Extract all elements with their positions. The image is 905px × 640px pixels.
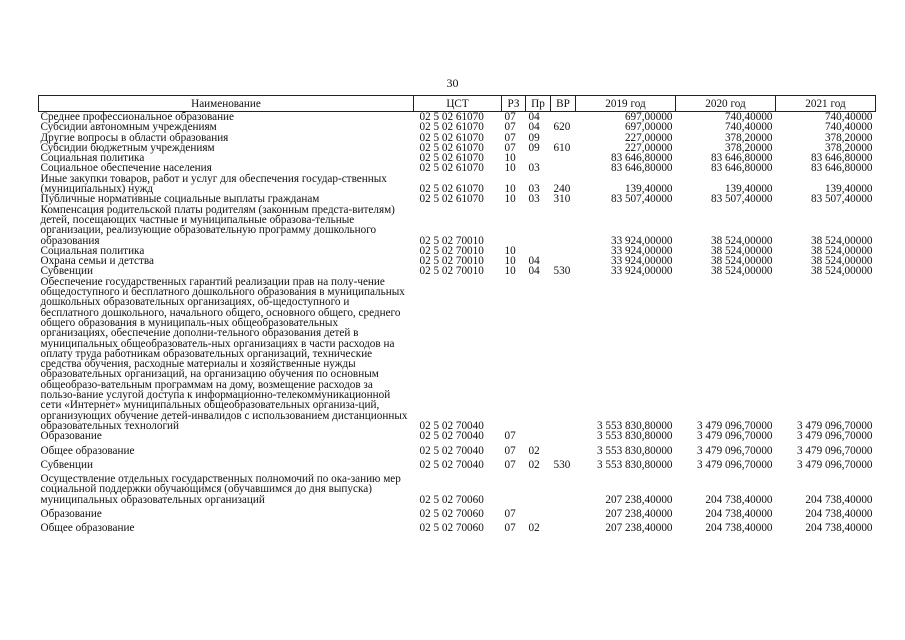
cell-pr xyxy=(526,205,551,246)
cell-2019: 33 924,00000 xyxy=(610,244,673,257)
cell-2020: 204 738,40000 xyxy=(705,493,773,506)
cell-rz: 07 xyxy=(504,507,516,520)
cell-cst: 02 5 02 70060 xyxy=(419,493,484,506)
cell-rz: 10 xyxy=(504,265,516,278)
cell-pr: 04 xyxy=(528,265,540,278)
cell-pr: 04 xyxy=(528,111,540,123)
cell-cst: 02 5 02 70040 xyxy=(419,458,484,471)
cell-vr xyxy=(551,442,576,456)
cell-2019: 3 553 830,80000 xyxy=(596,430,673,443)
table-header xyxy=(39,96,876,112)
cell-vr xyxy=(551,153,576,163)
cell-cst: 02 5 02 70040 xyxy=(419,430,484,443)
cell-pr: 02 xyxy=(528,444,540,457)
cell-pr: 04 xyxy=(528,121,540,134)
cell-vr: 240 xyxy=(553,183,571,196)
cell-2020: 204 738,40000 xyxy=(705,507,773,520)
cell-2020: 38 524,00000 xyxy=(710,255,773,268)
cell-2019: 3 553 830,80000 xyxy=(596,458,673,471)
cell-rz: 10 xyxy=(504,244,516,257)
cell-cst: 02 5 02 61070 xyxy=(419,162,484,175)
cell-2020: 83 646,80000 xyxy=(710,162,773,175)
cell-name: Другие вопросы в области образования xyxy=(40,131,229,144)
cell-rz: 07 xyxy=(504,121,516,134)
cell-pr: 03 xyxy=(528,162,540,175)
cell-vr xyxy=(551,205,576,246)
cell-2020: 3 479 096,70000 xyxy=(696,419,773,432)
cell-pr: 09 xyxy=(528,141,540,154)
cell-name: Иные закупки товаров, работ и услуг для обеспечения государ-ственных (муниципальных) нужд xyxy=(40,172,387,196)
cell-pr: 04 xyxy=(528,255,540,268)
cell-name: Публичные нормативные социальные выплаты гражданам xyxy=(40,193,320,206)
cell-pr: 03 xyxy=(528,193,540,206)
cell-name: Социальная политика xyxy=(40,244,145,257)
cell-cst: 02 5 02 70060 xyxy=(419,522,484,535)
cell-name: Субсидии автономным учреждениям xyxy=(40,121,217,134)
cell-rz: 10 xyxy=(504,183,516,196)
cell-name: Образование xyxy=(40,507,102,520)
cell-name: Общее образование xyxy=(40,444,135,457)
cell-vr xyxy=(551,277,576,431)
cell-pr xyxy=(526,431,551,441)
cell-name: Среднее профессиональное образование xyxy=(40,111,235,123)
cell-name: Обеспечение государственных гарантий реализации прав на полу-чение общедоступного и бесплатного дошкольного образования в муниципальных дошкольных образовательных организациях, об-щедоступного и бесплатного дошкольного, начального общего, основного общего, среднего общего образования в муниципаль-ных общеобразовательных организациях, обеспечение дополни-тельного образования детей в муниципальных общеобразователь-ных организациях в части расходов на оплату труда работникам образовательных организаций, технические средства обучения, расходные материалы и хозяйственные нужды образовательных организаций, на организацию обучения по основным общеобразо-вательным программам на дому, возмещение расходов за пользо-вание услугой доступа к информационно-телекоммуникационной сети «Интернет» муниципальных общеобразовательных организа-ций, организующих обучение детей-инвалидов с использованием дистанционных образовательных технологий xyxy=(40,275,408,432)
cell-vr: 610 xyxy=(553,141,571,154)
cell-rz: 07 xyxy=(504,141,516,154)
cell-rz: 07 xyxy=(504,430,516,443)
cell-vr xyxy=(551,519,576,533)
cell-pr: 02 xyxy=(528,458,540,471)
cell-cst: 02 5 02 70040 xyxy=(419,419,484,432)
cell-cst: 02 5 02 61070 xyxy=(419,152,484,165)
cell-2021: 83 507,40000 xyxy=(810,193,873,206)
cell-cst: 02 5 02 70010 xyxy=(419,255,484,268)
cell-pr: 02 xyxy=(528,522,540,535)
cell-2020: 740,40000 xyxy=(724,111,773,123)
cell-rz xyxy=(502,470,526,505)
cell-cst: 02 5 02 61070 xyxy=(419,183,484,196)
cell-2019: 697,00000 xyxy=(624,111,673,123)
cell-pr: 09 xyxy=(528,131,540,144)
header-2020: 2020 год xyxy=(676,96,776,112)
cell-name: Субсидии бюджетным учреждениям xyxy=(40,141,215,154)
cell-2019: 227,00000 xyxy=(624,141,673,154)
cell-vr: 310 xyxy=(553,193,571,206)
cell-cst: 02 5 02 61070 xyxy=(419,193,484,206)
header-2019: 2019 год xyxy=(576,96,676,112)
cell-vr xyxy=(551,470,576,505)
table-row xyxy=(39,431,876,441)
cell-cst: 02 5 02 70010 xyxy=(419,234,484,247)
cell-2021: 204 738,40000 xyxy=(805,507,873,520)
cell-2021: 83 646,80000 xyxy=(810,152,873,165)
cell-2021: 38 524,00000 xyxy=(810,234,873,247)
header-pr: Пр xyxy=(526,96,551,112)
cell-rz: 07 xyxy=(504,522,516,535)
cell-rz: 10 xyxy=(504,152,516,165)
cell-2020: 378,20000 xyxy=(724,141,773,154)
cell-cst: 02 5 02 70010 xyxy=(419,244,484,257)
cell-cst: 02 5 02 61070 xyxy=(419,121,484,134)
cell-vr xyxy=(551,505,576,519)
cell-2020: 3 479 096,70000 xyxy=(696,444,773,457)
cell-2021: 740,40000 xyxy=(824,121,873,134)
cell-2020: 139,40000 xyxy=(724,183,773,196)
cell-rz: 10 xyxy=(504,162,516,175)
cell-cst: 02 5 02 61070 xyxy=(419,131,484,144)
cell-rz: 07 xyxy=(504,131,516,144)
cell-2021: 83 646,80000 xyxy=(810,162,873,175)
cell-2021: 38 524,00000 xyxy=(810,255,873,268)
cell-2021: 204 738,40000 xyxy=(805,522,873,535)
cell-2019: 33 924,00000 xyxy=(610,265,673,278)
cell-2019: 3 553 830,80000 xyxy=(596,444,673,457)
cell-vr xyxy=(551,163,576,173)
cell-cst: 02 5 02 61070 xyxy=(419,111,484,123)
header-cst: ЦСТ xyxy=(414,96,502,112)
table-row xyxy=(39,470,876,505)
cell-cst: 02 5 02 70060 xyxy=(419,507,484,520)
cell-pr xyxy=(526,505,551,519)
cell-rz: 07 xyxy=(504,458,516,471)
cell-2019: 697,00000 xyxy=(624,121,673,134)
cell-2019: 207 238,40000 xyxy=(605,522,673,535)
cell-2021: 3 479 096,70000 xyxy=(796,458,873,471)
cell-2019: 83 646,80000 xyxy=(610,162,673,175)
cell-name: Общее образование xyxy=(40,522,135,535)
cell-name: Осуществление отдельных государственных полномочий по ока-занию мер социальной поддержки обучающимся (обучавшимся до дня выпуска) муниципальных образовательных организаций xyxy=(40,473,401,506)
cell-2019: 83 646,80000 xyxy=(610,152,673,165)
cell-pr: 03 xyxy=(528,183,540,196)
cell-name: Компенсация родительской платы родителям (законным предста-вителям) детей, посещающих частные и муниципальные образова-тельные организации, реализующие образовательную программу дошкольного образования xyxy=(40,203,395,247)
cell-2021: 3 479 096,70000 xyxy=(796,419,873,432)
cell-2020: 740,40000 xyxy=(724,121,773,134)
cell-vr xyxy=(551,431,576,441)
cell-vr: 530 xyxy=(553,458,571,471)
cell-name: Социальное обеспечение населения xyxy=(40,162,212,175)
cell-2020: 3 479 096,70000 xyxy=(696,430,773,443)
header-name: Наименование xyxy=(39,96,414,112)
header-2021: 2021 год xyxy=(776,96,876,112)
cell-name: Образование xyxy=(40,430,102,443)
cell-2019: 227,00000 xyxy=(624,131,673,144)
cell-cst: 02 5 02 61070 xyxy=(419,141,484,154)
cell-2020: 38 524,00000 xyxy=(710,234,773,247)
cell-2021: 378,20000 xyxy=(824,141,873,154)
cell-name: Субвенции xyxy=(40,458,93,471)
cell-rz xyxy=(502,277,526,431)
cell-2020: 3 479 096,70000 xyxy=(696,458,773,471)
cell-vr xyxy=(551,246,576,256)
header-rz: РЗ xyxy=(502,96,526,112)
cell-pr xyxy=(526,470,551,505)
table-row xyxy=(39,174,876,195)
cell-cst: 02 5 02 70010 xyxy=(419,265,484,278)
cell-2019: 207 238,40000 xyxy=(605,507,673,520)
cell-2019: 33 924,00000 xyxy=(610,234,673,247)
cell-2020: 83 507,40000 xyxy=(710,193,773,206)
cell-cst: 02 5 02 70040 xyxy=(419,444,484,457)
cell-2020: 378,20000 xyxy=(724,131,773,144)
cell-name: Охрана семьи и детства xyxy=(40,255,154,268)
table-row xyxy=(39,205,876,246)
cell-2019: 83 507,40000 xyxy=(610,193,673,206)
cell-2021: 38 524,00000 xyxy=(810,265,873,278)
table-body xyxy=(39,112,876,534)
cell-name: Субвенции xyxy=(40,265,93,278)
cell-vr: 620 xyxy=(553,121,571,134)
cell-2021: 740,40000 xyxy=(824,111,873,123)
cell-name: Социальная политика xyxy=(40,152,145,165)
table-row xyxy=(39,442,876,456)
cell-2021: 139,40000 xyxy=(824,183,873,196)
cell-pr xyxy=(526,277,551,431)
header-row xyxy=(39,96,876,112)
table-row xyxy=(39,519,876,533)
cell-2019: 207 238,40000 xyxy=(605,493,673,506)
cell-rz: 07 xyxy=(504,444,516,457)
cell-2019: 3 553 830,80000 xyxy=(596,419,673,432)
page-number: 30 xyxy=(446,76,459,90)
cell-rz: 10 xyxy=(504,255,516,268)
table-row xyxy=(39,456,876,470)
cell-2020: 38 524,00000 xyxy=(710,244,773,257)
cell-2021: 38 524,00000 xyxy=(810,244,873,257)
cell-2021: 378,20000 xyxy=(824,131,873,144)
cell-rz xyxy=(502,205,526,246)
cell-2020: 83 646,80000 xyxy=(710,152,773,165)
table-row xyxy=(39,277,876,431)
cell-vr: 530 xyxy=(553,265,571,278)
cell-2019: 33 924,00000 xyxy=(610,255,673,268)
cell-2021: 3 479 096,70000 xyxy=(796,444,873,457)
cell-2020: 38 524,00000 xyxy=(710,265,773,278)
table-row xyxy=(39,505,876,519)
cell-2020: 204 738,40000 xyxy=(705,522,773,535)
cell-2021: 204 738,40000 xyxy=(805,493,873,506)
cell-rz: 07 xyxy=(504,111,516,123)
budget-table xyxy=(38,95,876,534)
cell-2021: 3 479 096,70000 xyxy=(796,430,873,443)
header-vr: ВР xyxy=(551,96,576,112)
cell-2019: 139,40000 xyxy=(624,183,673,196)
cell-rz: 10 xyxy=(504,193,516,206)
